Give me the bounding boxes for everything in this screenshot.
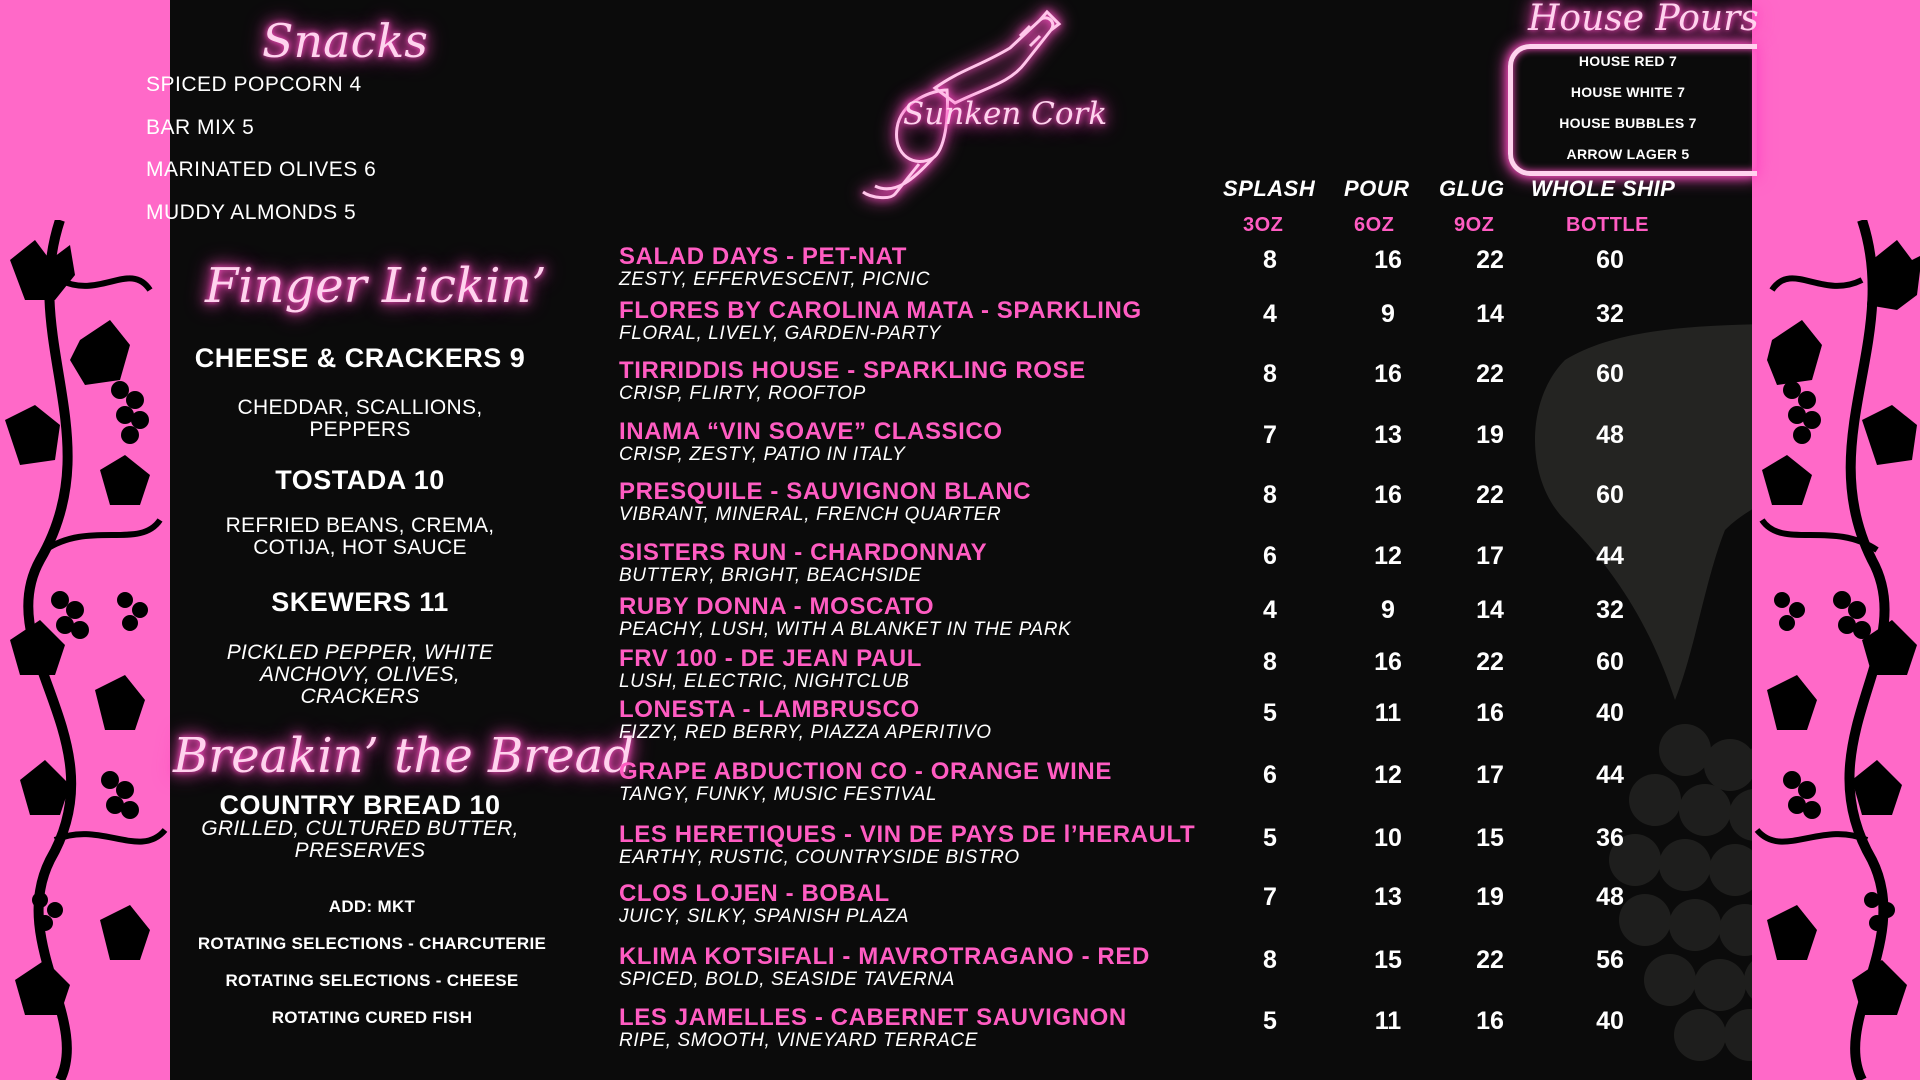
wine-row: [619, 646, 1239, 692]
addon-item: ROTATING SELECTIONS - CHEESE: [225, 971, 519, 990]
wine-row: [619, 697, 1239, 743]
house-pour-item: ARROW LAGER 5: [1566, 146, 1690, 162]
finger-lickin-title: Finger Lickin’: [205, 258, 547, 314]
wine-row: [619, 540, 1239, 586]
wine-row: [619, 944, 1239, 990]
wine-price-glug: 19: [1476, 883, 1504, 911]
wine-name: GRAPE ABDUCTION CO - ORANGE WINE: [619, 758, 1112, 785]
wine-price-pour: 15: [1374, 946, 1402, 974]
wine-price-splash: 7: [1263, 421, 1277, 449]
wine-row: [619, 594, 1239, 640]
wine-tasting-notes: FLORAL, LIVELY, GARDEN-PARTY: [619, 323, 941, 344]
wine-price-splash: 8: [1263, 648, 1277, 676]
snack-item: SPICED POPCORN 4: [146, 73, 362, 96]
wine-price-bottle: 36: [1596, 824, 1624, 852]
wine-tasting-notes: ZESTY, EFFERVESCENT, PICNIC: [619, 269, 931, 290]
wine-price-splash: 5: [1263, 699, 1277, 727]
wine-price-bottle: 60: [1596, 481, 1624, 509]
wine-name: PRESQUILE - SAUVIGNON BLANC: [619, 478, 1032, 505]
wine-price-splash: 7: [1263, 883, 1277, 911]
wine-price-pour: 9: [1381, 300, 1395, 328]
brand-name: Sunken Cork: [903, 96, 1108, 132]
dish-name: TOSTADA 10: [275, 465, 445, 495]
column-header-glug: GLUG: [1439, 176, 1505, 201]
wine-price-pour: 13: [1374, 421, 1402, 449]
dish-description: CHEDDAR, SCALLIONS, PEPPERS: [237, 396, 483, 441]
wine-row: [619, 822, 1239, 868]
wine-price-glug: 14: [1476, 596, 1504, 624]
wine-tasting-notes: FIZZY, RED BERRY, PIAZZA APERITIVO: [619, 722, 992, 743]
wine-price-glug: 17: [1476, 542, 1504, 570]
column-size-splash: 3OZ: [1243, 214, 1284, 236]
addon-item: ADD: MKT: [328, 897, 416, 916]
wine-row: [619, 479, 1239, 525]
wine-name: LONESTA - LAMBRUSCO: [619, 696, 920, 723]
breakin-bread-title: Breakin’ the Bread: [173, 728, 634, 784]
house-pour-item: HOUSE BUBBLES 7: [1559, 115, 1697, 131]
column-header-whole-ship: WHOLE SHIP: [1531, 176, 1676, 201]
wine-price-bottle: 48: [1596, 421, 1624, 449]
column-size-glug: 9OZ: [1454, 214, 1495, 236]
wine-price-pour: 10: [1374, 824, 1402, 852]
wine-price-pour: 12: [1374, 542, 1402, 570]
wine-row: [619, 881, 1239, 927]
wine-price-pour: 16: [1374, 481, 1402, 509]
wine-row: [619, 419, 1239, 465]
grape-vine-left-icon: [0, 220, 170, 1080]
wine-name: FLORES BY CAROLINA MATA - SPARKLING: [619, 297, 1142, 324]
wine-price-bottle: 48: [1596, 883, 1624, 911]
wine-tasting-notes: JUICY, SILKY, SPANISH PLAZA: [619, 906, 910, 927]
column-header-splash: SPLASH: [1223, 176, 1316, 201]
addon-item: ROTATING CURED FISH: [271, 1008, 473, 1027]
wine-name: CLOS LOJEN - BOBAL: [619, 880, 890, 907]
wine-price-splash: 5: [1263, 824, 1277, 852]
wine-tasting-notes: VIBRANT, MINERAL, FRENCH QUARTER: [619, 504, 1002, 525]
grape-vine-right-icon: [1752, 220, 1920, 1080]
wine-price-pour: 12: [1374, 761, 1402, 789]
dish-name: SKEWERS 11: [271, 587, 449, 617]
wine-price-glug: 19: [1476, 421, 1504, 449]
wine-tasting-notes: EARTHY, RUSTIC, COUNTRYSIDE BISTRO: [619, 847, 1020, 868]
wine-name: INAMA “VIN SOAVE” CLASSICO: [619, 418, 1003, 445]
addon-item: ROTATING SELECTIONS - CHARCUTERIE: [197, 934, 547, 953]
wine-price-glug: 16: [1476, 699, 1504, 727]
snack-item: MUDDY ALMONDS 5: [146, 201, 357, 224]
wine-price-splash: 6: [1263, 761, 1277, 789]
wine-price-glug: 22: [1476, 481, 1504, 509]
wine-price-bottle: 44: [1596, 761, 1624, 789]
wine-price-bottle: 60: [1596, 360, 1624, 388]
column-size-pour: 6OZ: [1354, 214, 1395, 236]
snacks-title: Snacks: [262, 14, 428, 68]
wine-price-pour: 16: [1374, 360, 1402, 388]
snack-item: BAR MIX 5: [146, 116, 255, 139]
wine-price-glug: 22: [1476, 946, 1504, 974]
wine-row: [619, 244, 1239, 290]
snack-item: MARINATED OLIVES 6: [146, 158, 377, 181]
wine-price-glug: 22: [1476, 360, 1504, 388]
house-pour-item: HOUSE WHITE 7: [1570, 84, 1686, 100]
wine-price-glug: 14: [1476, 300, 1504, 328]
wine-tasting-notes: CRISP, FLIRTY, ROOFTOP: [619, 383, 866, 404]
wine-price-splash: 8: [1263, 946, 1277, 974]
wine-tasting-notes: TANGY, FUNKY, MUSIC FESTIVAL: [619, 784, 938, 805]
wine-price-glug: 15: [1476, 824, 1504, 852]
column-size-bottle: BOTTLE: [1566, 214, 1649, 236]
wine-price-pour: 9: [1381, 596, 1395, 624]
wine-price-splash: 4: [1263, 596, 1277, 624]
dish-name: COUNTRY BREAD 10: [219, 790, 501, 820]
house-pour-item: HOUSE RED 7: [1578, 53, 1678, 69]
wine-tasting-notes: PEACHY, LUSH, WITH A BLANKET IN THE PARK: [619, 619, 1072, 640]
wine-name: SISTERS RUN - CHARDONNAY: [619, 539, 988, 566]
wine-name: SALAD DAYS - PET-NAT: [619, 243, 908, 270]
wine-price-bottle: 32: [1596, 596, 1624, 624]
wine-price-pour: 16: [1374, 246, 1402, 274]
wine-row: [619, 358, 1239, 404]
wine-price-pour: 11: [1374, 1007, 1402, 1035]
wine-tasting-notes: LUSH, ELECTRIC, NIGHTCLUB: [619, 671, 910, 692]
wine-name: KLIMA KOTSIFALI - MAVROTRAGANO - RED: [619, 943, 1150, 970]
wine-price-splash: 5: [1263, 1007, 1277, 1035]
wine-price-bottle: 60: [1596, 648, 1624, 676]
wine-price-bottle: 60: [1596, 246, 1624, 274]
wine-row: [619, 298, 1239, 344]
wine-row: [619, 759, 1239, 805]
wine-tasting-notes: RIPE, SMOOTH, VINEYARD TERRACE: [619, 1030, 978, 1051]
wine-price-splash: 6: [1263, 542, 1277, 570]
wine-price-bottle: 32: [1596, 300, 1624, 328]
wine-price-glug: 22: [1476, 246, 1504, 274]
wine-price-bottle: 40: [1596, 699, 1624, 727]
wine-name: LES JAMELLES - CABERNET SAUVIGNON: [619, 1004, 1127, 1031]
wine-price-pour: 16: [1374, 648, 1402, 676]
wine-price-pour: 13: [1374, 883, 1402, 911]
wine-name: RUBY DONNA - MOSCATO: [619, 593, 935, 620]
wine-price-bottle: 44: [1596, 542, 1624, 570]
dish-description: PICKLED PEPPER, WHITE ANCHOVY, OLIVES, CRACKERS: [226, 641, 494, 708]
dish-description: GRILLED, CULTURED BUTTER, PRESERVES: [201, 817, 519, 862]
left-pink-panel: [0, 0, 170, 1080]
wine-tasting-notes: CRISP, ZESTY, PATIO IN ITALY: [619, 444, 906, 465]
wine-tasting-notes: BUTTERY, BRIGHT, BEACHSIDE: [619, 565, 922, 586]
wine-row: [619, 1005, 1239, 1051]
dish-name: CHEESE & CRACKERS 9: [194, 343, 526, 373]
right-pink-panel: [1752, 0, 1920, 1080]
house-pours-title: House Pours: [1528, 0, 1759, 39]
wine-price-splash: 8: [1263, 481, 1277, 509]
wine-price-glug: 16: [1476, 1007, 1504, 1035]
wine-price-splash: 8: [1263, 246, 1277, 274]
wine-price-pour: 11: [1374, 699, 1402, 727]
dish-description: REFRIED BEANS, CREMA, COTIJA, HOT SAUCE: [225, 514, 495, 559]
wine-price-splash: 8: [1263, 360, 1277, 388]
wine-name: TIRRIDDIS HOUSE - SPARKLING ROSE: [619, 357, 1086, 384]
wine-price-splash: 4: [1263, 300, 1277, 328]
wine-name: LES HERETIQUES - VIN DE PAYS DE l’HERAULT: [619, 821, 1196, 848]
column-header-pour: POUR: [1344, 176, 1410, 201]
wine-name: FRV 100 - DE JEAN PAUL: [619, 645, 923, 672]
wine-price-glug: 17: [1476, 761, 1504, 789]
wine-price-glug: 22: [1476, 648, 1504, 676]
wine-tasting-notes: SPICED, BOLD, SEASIDE TAVERNA: [619, 969, 955, 990]
wine-price-bottle: 40: [1596, 1007, 1624, 1035]
wine-price-bottle: 56: [1596, 946, 1624, 974]
